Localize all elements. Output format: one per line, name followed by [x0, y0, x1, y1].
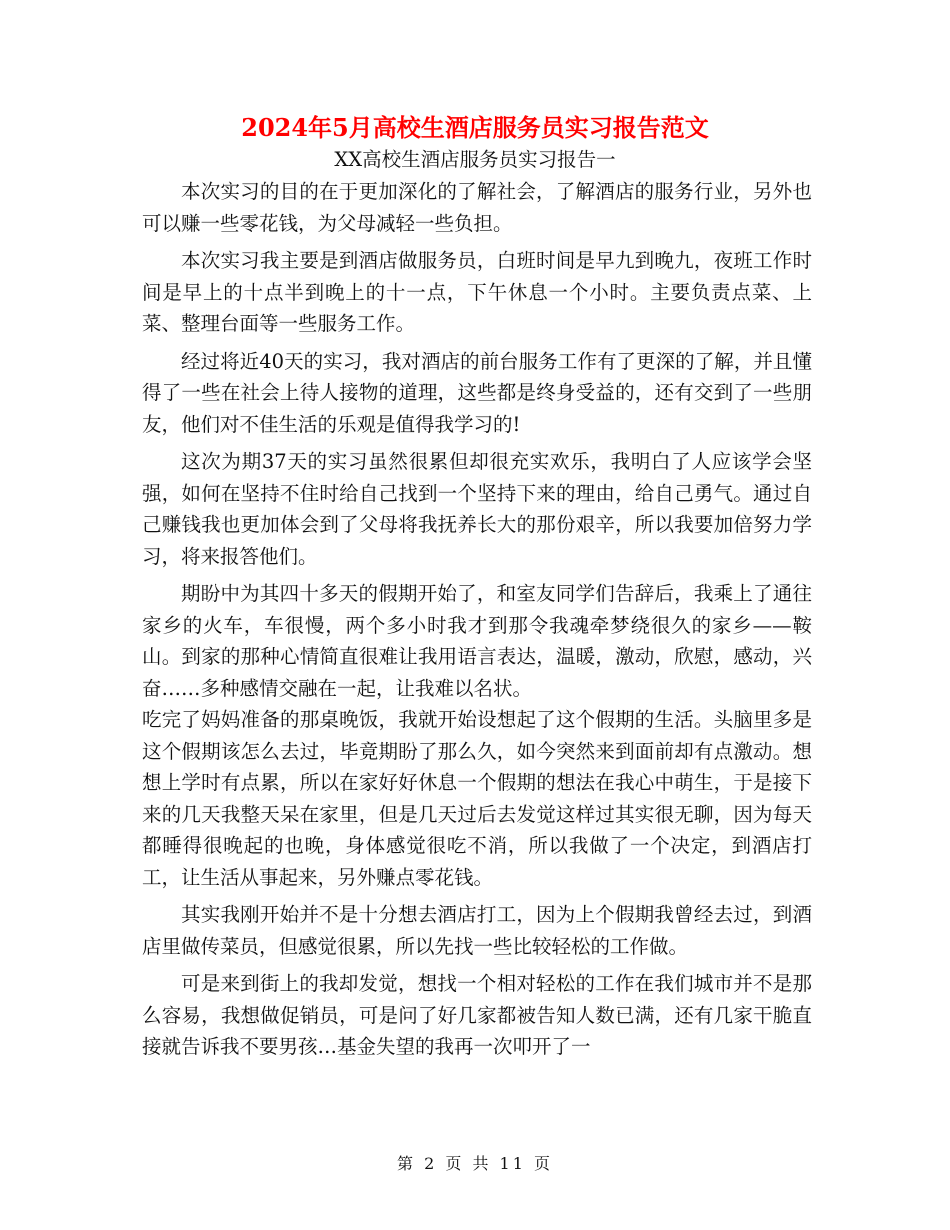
document-title: 2024年5月高校生酒店服务员实习报告范文	[241, 113, 709, 142]
document-subtitle: XX高校生酒店服务员实习报告一	[334, 148, 616, 171]
paragraph-duties: 本次实习我主要是到酒店做服务员，白班时间是早九到晚九，夜班工作时间是早上的十点半到晚上的十一点，下午休息一个小时。主要负责点菜、上菜、整理台面等一些服务工作。	[142, 249, 812, 335]
paragraph-reflection: 这次为期37天的实习虽然很累但却很充实欢乐，我明白了人应该学会坚强，如何在坚持不住时给自己找到一个坚持下来的理由，给自己勇气。通过自己赚钱我也更加体会到了父母将我抚养长大的那份艰辛，所以我要加倍努力学习，将来报答他们。	[142, 450, 812, 568]
paragraph-holiday: 期盼中为其四十多天的假期开始了，和室友同学们告辞后，我乘上了通往家乡的火车，车很慢，两个多小时我才到那令我魂牵梦绕很久的家乡——鞍山。到家的那种心情简直很难让我用语言表达，温暖，激动，欣慰，感动，兴奋……多种感情交融在一起，让我难以名状。	[142, 582, 812, 700]
paragraph-experience: 经过将近40天的实习，我对酒店的前台服务工作有了更深的了解，并且懂得了一些在社会上待人接物的道理，这些都是终身受益的，还有交到了一些朋友，他们对不佳生活的乐观是值得我学习的!	[142, 349, 812, 436]
paragraph-job-search: 可是来到街上的我却发觉，想找一个相对轻松的工作在我们城市并不是那么容易，我想做促销员，可是问了好几家都被告知人数已满，还有几家干脆直接就告诉我不要男孩…基金失望的我再一次叩开了一	[142, 972, 812, 1058]
page-number: 第 2 页 共 11 页	[397, 1154, 553, 1173]
paragraph-purpose: 本次实习的目的在于更加深化的了解社会，了解酒店的服务行业，另外也可以赚一些零花钱，为父母减轻一些负担。	[142, 180, 812, 235]
paragraph-hesitation: 其实我刚开始并不是十分想去酒店打工，因为上个假期我曾经去过，到酒店里做传菜员，但感觉很累，所以先找一些比较轻松的工作做。	[142, 903, 812, 958]
paragraph-planning: 吃完了妈妈准备的那桌晚饭，我就开始设想起了这个假期的生活。头脑里多是这个假期该怎么去过，毕竟期盼了那么久，如今突然来到面前却有点激动。想想上学时有点累，所以在家好好休息一个假期的想法在我心中萌生，于是接下来的几天我整天呆在家里，但是几天过后去发觉这样过其实很无聊，因为每天都睡得很晚起的也晚，身体感觉很吃不消，所以我做了一个决定，到酒店打工，让生活从事起来，另外赚点零花钱。	[142, 708, 812, 889]
document-body	[142, 176, 812, 1063]
